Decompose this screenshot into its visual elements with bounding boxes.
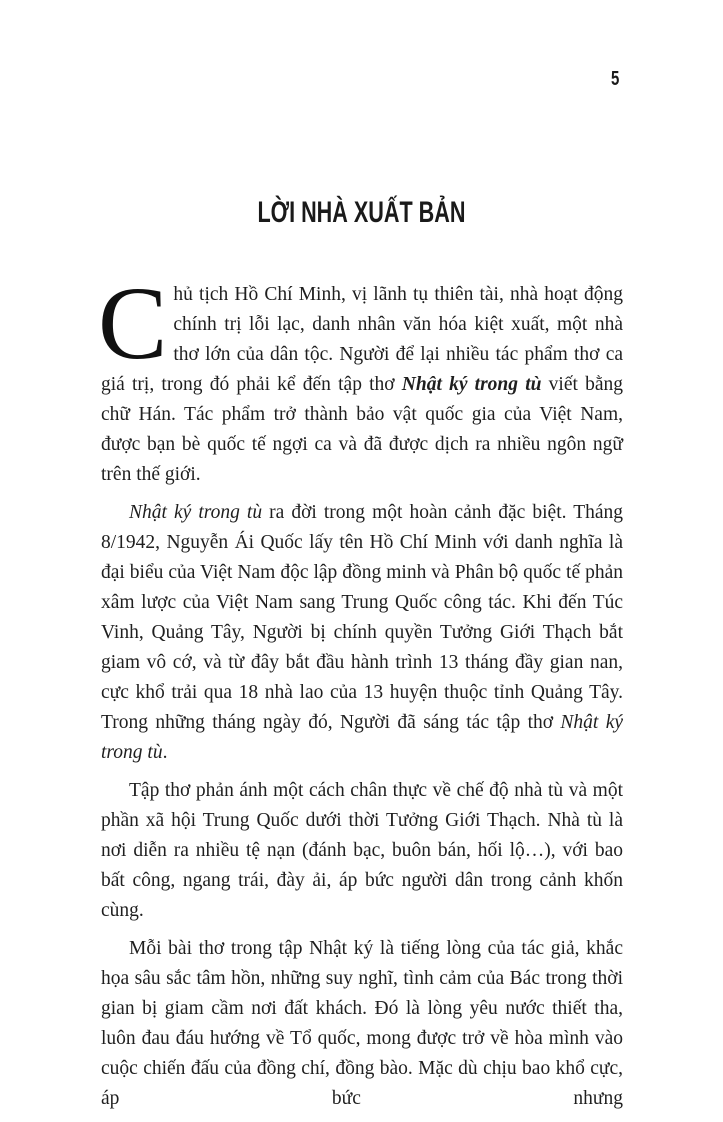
paragraph-1-text-a: hủ tịch Hồ Chí Minh, vị lãnh tụ thiên tài, nhà hoạt động chính trị lỗi lạc, danh nhân văn hóa kiệt xuất, một nhà thơ lớn của dân tộc. Người để lại nhiều tác phẩm thơ ca giá trị, trong đó phải kể đến tập thơ	[101, 284, 623, 395]
paragraph-2-text-a: ra đời trong một hoàn cảnh đặc biệt. Tháng 8/1942, Nguyễn Ái Quốc lấy tên Hồ Chí Minh với danh nghĩa là đại biểu của Việt Nam độc lập đồng minh và Phân bộ quốc tế phản xâm lược của Việt Nam sang Trung Quốc công tác. Khi đến Túc Vinh, Quảng Tây, Người bị chính quyền Tưởng Giới Thạch bắt giam vô cớ, và từ đây bắt đầu hành trình 13 tháng đầy gian nan, cực khổ trải qua 18 nhà lao của 13 huyện thuộc tỉnh Quảng Tây. Trong những tháng ngày đó, Người đã sáng tác tập thơ	[101, 502, 624, 733]
book-title-italic: Nhật ký trong tù	[101, 712, 623, 763]
paragraph-4: Mỗi bài thơ trong tập Nhật ký là tiếng lòng của tác giả, khắc họa sâu sắc tâm hồn, những suy nghĩ, tình cảm của Bác trong thời gian bị giam cầm nơi đất khách. Đó là lòng yêu nước thiết tha, luôn đau đáu hướng về Tổ quốc, mong được trở về hòa mình vào cuộc chiến đấu của đồng chí, đồng bào. Mặc dù chịu bao khổ cực, áp bức nhưng	[101, 938, 623, 1109]
drop-cap: C	[98, 266, 168, 381]
paragraph-2-text-b: .	[162, 742, 168, 763]
page-title	[0, 196, 723, 230]
paragraph-3: Tập thơ phản ánh một cách chân thực về chế độ nhà tù và một phần xã hội Trung Quốc dưới thời Tưởng Giới Thạch. Nhà tù là nơi diễn ra nhiều tệ nạn (đánh bạc, buôn bán, hối lộ…), với bao bất công, ngang trái, đày ải, áp bức người dân trong cảnh khốn cùng.	[101, 780, 623, 921]
book-title-italic: Nhật ký trong tù	[129, 502, 263, 523]
paragraph-1-text-b: viết bằng chữ Hán. Tác phẩm trở thành bảo vật quốc gia của Việt Nam, được bạn bè quốc tế ngợi ca và đã được dịch ra nhiều ngôn ngữ trên thế giới.	[101, 374, 623, 485]
paragraph-2	[101, 498, 623, 768]
paragraph-1	[98, 266, 623, 490]
page-title-text: LỜI NHÀ XUẤT BẢN	[257, 196, 466, 229]
body-text	[98, 266, 624, 1122]
page-number: 5	[611, 68, 620, 90]
book-title-bold-italic: Nhật ký trong tù	[401, 374, 542, 395]
